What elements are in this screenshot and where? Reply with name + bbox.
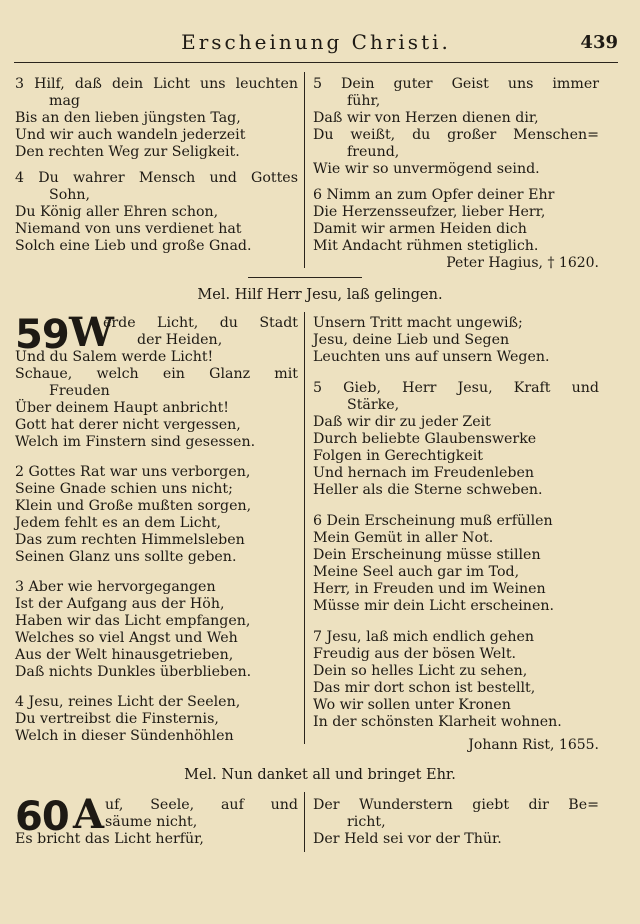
hymn-59-verse-6: 6 Dein Erscheinung muß erfüllen Mein Gemüt in aller Not. Dein Erscheinung müsse stillen Meine Seel auch gar im Tod, Herr, in Freuden und im Weinen Müsse mir dein Licht erscheinen. (313, 513, 554, 614)
author-hagius: Peter Hagius, † 1620. (446, 255, 599, 271)
verse-5: 5 Dein guter Geist uns immer führ, Daß wir von Herzen dienen dir, Du weißt, du großer Menschen= freund, Wie wir so unvermögend seind. (313, 76, 599, 177)
hymn-59-left-column (15, 309, 298, 754)
top-left-column (15, 76, 298, 264)
author-rist: Johann Rist, 1655. (468, 737, 599, 753)
page-header (14, 28, 618, 63)
verse-6: 6 Nimm an zum Opfer deiner Ehr Die Herzensseufzer, lieber Herr, Damit wir armen Heiden dich Mit Andacht rühmen stetiglich. (313, 187, 555, 254)
melody-59: Mel. Hilf Herr Jesu, laß gelingen. (197, 287, 443, 303)
top-right-column (313, 76, 599, 271)
hymn-59-verse-4: 4 Jesu, reines Licht der Seelen, Du vertreibst die Finsternis, Welch in dieser Sündenhöhlen (15, 694, 241, 744)
verse-3: 3 Hilf, daß dein Licht uns leuchten mag Bis an den lieben jüngsten Tag, Und wir auch wandeln jederzeit Den rechten Weg zur Seligkeit. (15, 76, 299, 160)
hymn-number-59: 59 (15, 312, 69, 358)
hymn-59-verse-5: 5 Gieb, Herr Jesu, Kraft und Stärke, Daß wir dir zu jeder Zeit Durch beliebte Glaubenswerke Folgen in Gerechtigkeit Und hernach im Freudenleben Heller als die Sterne schweben. (313, 380, 599, 498)
section-rule-1 (248, 277, 362, 278)
column-divider-top (304, 72, 305, 268)
verse-4: 4 Du wahrer Mensch und Gottes Sohn, Du König aller Ehren schon, Niemand von uns verdienet hat Solch eine Lieb und große Gnad. (15, 170, 298, 254)
melody-60: Mel. Nun danket all und bringet Ehr. (184, 767, 456, 783)
hymn-59-verse-4-cont: Unsern Tritt macht ungewiß; Jesu, deine Lieb und Segen Leuchten uns auf unsern Wegen. (313, 315, 550, 365)
hymn-60-left-column (15, 791, 298, 848)
dropcap-60: A (73, 791, 105, 838)
hymn-59-verse-1: 59 W erde Licht, du Stadt der Heiden, Und du Salem werde Licht! Schaue, welch ein Glanz mit Freuden Über deinem Haupt anbricht! Gott hat derer nicht vergessen, Welch im Finstern sind gesessen. (15, 309, 298, 450)
hymn-59-right-column (313, 315, 599, 753)
hymn-59-verse-2: 2 Gottes Rat war uns verborgen, Seine Gnade schien uns nicht; Klein und Große mußten sorgen, Jedem fehlt es an dem Licht, Das zum rechten Himmelsleben Seinen Glanz uns sollte geben. (15, 464, 252, 565)
hymn-number-60: 60 (15, 794, 69, 840)
running-title: Erscheinung Christi. (181, 30, 451, 54)
hymn-59-verse-3: 3 Aber wie hervorgegangen Ist der Aufgang aus der Höh, Haben wir das Licht empfangen, Welches so viel Angst und Weh Aus der Welt hinausgetrieben, Daß nichts Dunkles überblieben. (15, 579, 252, 680)
hymn-60-verse-1: 60 A uf, Seele, auf und säume nicht, Es bricht das Licht herfür, (15, 791, 298, 847)
page-number: 439 (580, 32, 618, 53)
column-divider-60 (304, 792, 305, 852)
hymn-60-right-column (313, 797, 599, 857)
hymn-60-verse-1-cont: Der Wunderstern giebt dir Be= richt, Der Held sei vor der Thür. (313, 797, 599, 847)
column-divider-59 (304, 312, 305, 744)
hymn-59-verse-7: 7 Jesu, laß mich endlich gehen Freudig aus der bösen Welt. Dein so helles Licht zu sehen, Das mir dort schon ist bestellt, Wo wir sollen unter Kronen In der schönsten Klarheit wohnen. (313, 629, 562, 730)
dropcap-59: W (69, 309, 114, 356)
